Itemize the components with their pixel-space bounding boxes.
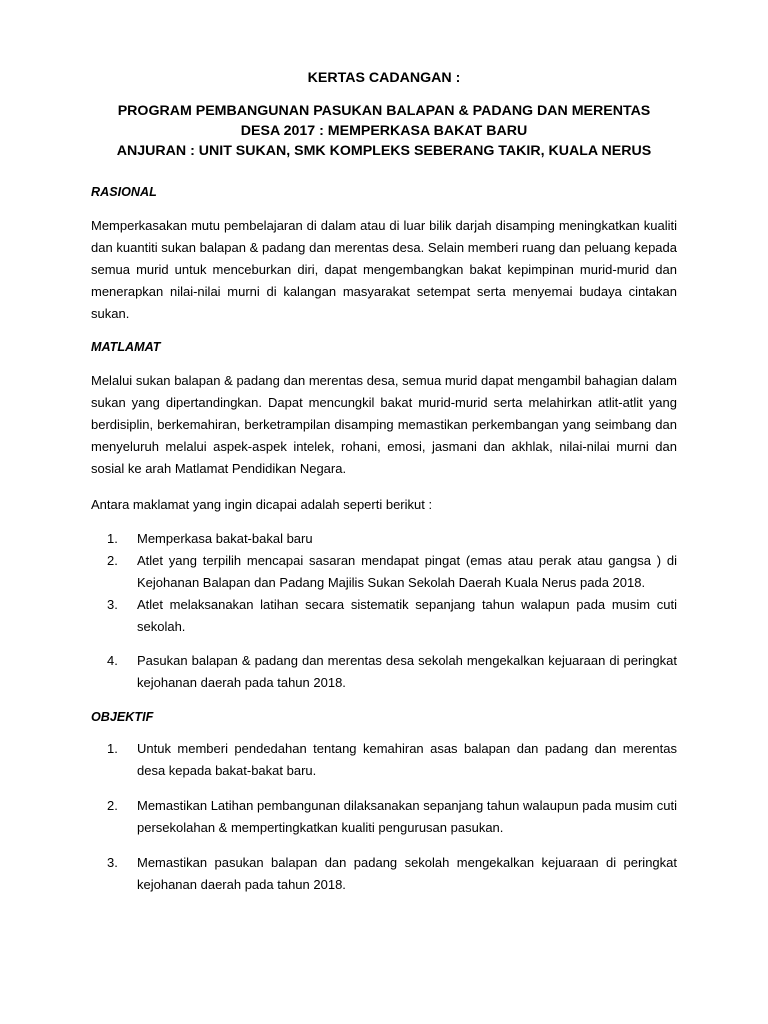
rasional-paragraph: Memperkasakan mutu pembelajaran di dalam atau di luar bilik darjah disamping meningkatkan kualiti dan kuantiti sukan balapan & padang dan merentas desa. Selain memberi ruang dan peluang kepada semua murid untuk menceburkan diri, dapat mengembangkan bakat kepimpinan murid-murid dan menerapkan nilai-nilai murni di kalangan masyarakat setempat serta menyemai budaya cintakan sukan. (91, 218, 677, 321)
subtitle-line-2: DESA 2017 : MEMPERKASA BAKAT BARU (240, 123, 528, 139)
list-item-text: Memastikan pasukan balapan dan padang sekolah mengekalkan kejuaraan di peringkat kejohanan daerah pada tahun 2018. (137, 855, 677, 892)
list-item (91, 528, 677, 550)
list-item-text: Memperkasa bakat-bakal baru (137, 531, 313, 546)
list-item (91, 738, 677, 782)
list-item-number: 3. (107, 855, 118, 870)
document-header (91, 68, 677, 161)
subtitle-line-1: PROGRAM PEMBANGUNAN PASUKAN BALAPAN & PADANG DAN MERENTAS (117, 103, 651, 119)
list-item-number: 2. (107, 798, 118, 813)
matlamat-heading: MATLAMAT (91, 340, 161, 354)
list-item-number: 1. (107, 531, 118, 546)
list-item (91, 795, 677, 839)
list-item (91, 550, 677, 594)
list-item-number: 4. (107, 653, 118, 668)
objektif-heading: OBJEKTIF (91, 710, 154, 724)
list-item-number: 1. (107, 741, 118, 756)
matlamat-list (91, 528, 677, 694)
list-item-text: Atlet melaksanakan latihan secara sistematik sepanjang tahun walapun pada musim cuti sekolah. (137, 597, 677, 634)
list-item-text: Pasukan balapan & padang dan merentas desa sekolah mengekalkan kejuaraan di peringkat kejohanan daerah pada tahun 2018. (137, 653, 677, 690)
list-item-number: 2. (107, 553, 118, 568)
list-item (91, 650, 677, 694)
list-item-number: 3. (107, 597, 118, 612)
matlamat-paragraph: Melalui sukan balapan & padang dan merentas desa, semua murid dapat mengambil bahagian dalam sukan yang dipertandingkan. Dapat mencungkil bakat murid-murid serta melahirkan atlit-atlit yang berdisiplin, berkemahiran, berketrampilan disamping memastikan perkembangan yang seimbang dan menyeluruh melalui aspek-aspek intelek, rohani, emosi, jasmani dan akhlak, nilai-nilai murni dan sosial ke arah Matlamat Pendidikan Negara. (91, 373, 677, 476)
list-item (91, 594, 677, 638)
subtitle-line-3: ANJURAN : UNIT SUKAN, SMK KOMPLEKS SEBERANG TAKIR, KUALA NERUS (116, 143, 652, 159)
list-item-text: Memastikan Latihan pembangunan dilaksanakan sepanjang tahun walaupun pada musim cuti persekolahan & mempertingkatkan kualiti pengurusan pasukan. (137, 798, 677, 835)
list-item-text: Atlet yang terpilih mencapai sasaran mendapat pingat (emas atau perak atau gangsa ) di Kejohanan Balapan dan Padang Majilis Sukan Sekolah Daerah Kuala Nerus pada 2018. (137, 553, 677, 590)
matlamat-intro: Antara maklamat yang ingin dicapai adalah seperti berikut : (91, 497, 433, 512)
list-item (91, 852, 677, 896)
document-title: KERTAS CADANGAN : (307, 70, 461, 86)
rasional-heading: RASIONAL (91, 185, 157, 199)
objektif-list (91, 738, 677, 896)
list-item-text: Untuk memberi pendedahan tentang kemahiran asas balapan dan padang dan merentas desa kepada bakat-bakat baru. (137, 741, 677, 778)
